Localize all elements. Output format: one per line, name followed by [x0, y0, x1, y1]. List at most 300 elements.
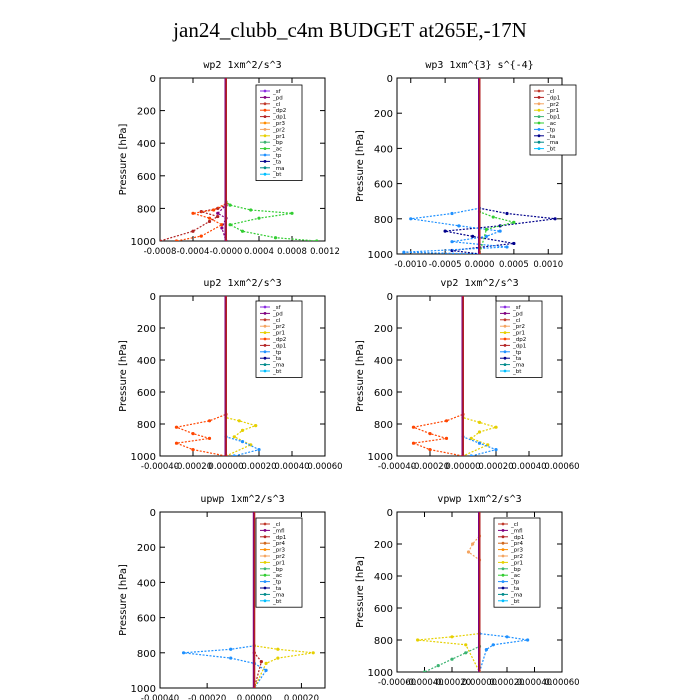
legend-label: _bp — [511, 566, 521, 573]
series-point-_ac — [492, 215, 495, 218]
series-point-_tp — [485, 648, 488, 651]
legend-marker — [502, 542, 505, 545]
legend-label: _ma — [273, 165, 285, 172]
legend-label: _pr2 — [273, 554, 286, 560]
chart-title: wp3 1xm^{3} s^{-4} — [425, 60, 534, 71]
legend-label: _sf — [273, 305, 281, 311]
series-point-_dp1 — [216, 215, 219, 218]
legend-marker — [264, 134, 267, 137]
series-point-_ac — [485, 228, 488, 231]
legend-marker — [504, 344, 507, 347]
legend-marker — [264, 363, 267, 366]
legend-label: _pr1 — [547, 108, 560, 115]
legend-marker — [504, 306, 507, 309]
legend-marker — [502, 593, 505, 596]
legend-marker — [502, 599, 505, 602]
chart-1 — [355, 60, 576, 270]
series-point-_tp — [409, 217, 412, 220]
x-tick-label: -0.0010 — [394, 260, 428, 270]
legend-label: _ma — [511, 592, 523, 599]
x-tick-label: -0.0008 — [143, 247, 177, 257]
series-point-_pr1 — [241, 429, 244, 432]
series-point-_ta — [512, 242, 515, 245]
legend-marker — [502, 587, 505, 590]
legend-label: _dp1 — [273, 114, 287, 121]
legend-label: _dp2 — [273, 337, 287, 343]
series-point-_pr2 — [471, 542, 474, 545]
legend-label: _mfl — [273, 528, 285, 535]
legend-label: _ta — [273, 586, 282, 592]
legend-label: _cl — [513, 317, 521, 324]
legend-label: _bt — [273, 369, 282, 375]
legend-marker — [264, 370, 267, 373]
x-tick-label: 0.00060 — [307, 462, 343, 472]
series-point-_pr1 — [276, 648, 279, 651]
series-point-_ta — [505, 212, 508, 215]
legend-marker — [504, 338, 507, 341]
series-line-_pr1 — [226, 296, 256, 456]
x-tick-label: -0.00020 — [188, 694, 227, 700]
legend-marker — [264, 90, 267, 93]
series-group — [412, 296, 498, 458]
series-point-_ac — [229, 223, 232, 226]
series-point-_bp — [423, 670, 426, 673]
x-tick-label: 0.0010 — [533, 260, 564, 270]
legend-marker — [264, 523, 267, 526]
series-point-_ac — [249, 208, 252, 211]
legend-marker — [264, 555, 267, 558]
x-tick-label: 0.00020 — [241, 462, 277, 472]
legend-label: _tp — [511, 579, 520, 586]
legend-marker — [504, 325, 507, 328]
series-line-_dp2 — [414, 296, 464, 456]
legend-label: _bp1 — [547, 114, 561, 121]
legend-label: _ac — [547, 121, 557, 127]
legend-label: _bt — [547, 146, 556, 153]
series-point-_tp — [457, 224, 460, 227]
legend-marker — [502, 535, 505, 538]
legend-label: _bt — [273, 598, 282, 605]
legend-marker — [264, 96, 267, 99]
series-point-_pr1 — [238, 419, 241, 422]
x-tick-label: 0.00000 — [236, 694, 272, 700]
legend-marker — [264, 542, 267, 545]
series-point-_tp — [450, 212, 453, 215]
y-tick-label: 800 — [373, 420, 393, 431]
legend-marker — [538, 109, 541, 112]
series-point-_tp — [257, 448, 260, 451]
legend-label: _cl — [273, 317, 281, 324]
legend-label: _dp1 — [547, 95, 561, 102]
legend-label: _dp1 — [513, 343, 527, 350]
x-tick-label: 0.00040 — [511, 462, 547, 472]
legend-label: _ta — [273, 356, 282, 363]
series-point-_dp2 — [175, 442, 178, 445]
legend-marker — [538, 141, 541, 144]
legend-label: _dp1 — [511, 534, 525, 541]
x-tick-label: 0.0000 — [464, 260, 495, 270]
legend-marker — [538, 96, 541, 99]
y-tick-label: 200 — [136, 324, 156, 335]
y-tick-label: 800 — [373, 636, 393, 647]
series-point-_pr1 — [254, 424, 257, 427]
legend-label: _pr3 — [273, 547, 286, 554]
series-point-_tp — [229, 648, 232, 651]
x-tick-label: -0.00020 — [173, 462, 213, 472]
legend-marker — [264, 567, 267, 570]
legend-label: _pr2 — [511, 554, 524, 560]
legend-label: _tp — [273, 579, 282, 586]
y-tick-label: 1000 — [130, 237, 156, 248]
series-point-_ta — [471, 235, 474, 238]
y-tick-label: 1000 — [130, 452, 156, 463]
legend-label: _cl — [273, 522, 281, 528]
legend-marker — [538, 115, 541, 118]
y-tick-label: 1000 — [367, 452, 393, 463]
y-tick-label: 200 — [373, 109, 393, 121]
legend-marker — [502, 580, 505, 583]
legend-label: _ma — [273, 362, 285, 369]
y-tick-label: 400 — [136, 356, 156, 367]
legend-label: _pr2 — [273, 324, 286, 331]
x-tick-label: -0.00040 — [377, 462, 417, 472]
legend-label: _ma — [547, 140, 559, 147]
y-axis-label: Pressure [hPa] — [118, 123, 129, 196]
y-tick-label: 800 — [373, 214, 393, 226]
x-tick-label: 0.00020 — [283, 694, 320, 700]
x-tick-label: -0.0005 — [428, 260, 462, 270]
legend-marker — [264, 561, 267, 564]
series-point-_dp1 — [158, 239, 161, 242]
legend-label: _pr1 — [273, 133, 286, 140]
x-tick-label: 0.00020 — [478, 462, 514, 472]
legend-label: _bt — [511, 598, 520, 605]
legend-label: _pr4 — [511, 541, 524, 548]
series-line-_bp — [425, 512, 480, 672]
y-tick-label: 1000 — [130, 684, 156, 695]
legend-label: _bt — [513, 369, 522, 375]
x-tick-label: 0.00000 — [445, 462, 481, 472]
series-line-_pr2 — [469, 512, 480, 672]
y-tick-label: 0 — [149, 74, 156, 85]
series-point-_pr1 — [233, 435, 236, 438]
x-tick-label: -0.00020 — [410, 462, 450, 472]
series-point-_tp — [182, 651, 185, 654]
series-point-_pr1 — [450, 635, 453, 638]
x-tick-label: 0.00060 — [544, 462, 580, 472]
legend-label: _sf — [513, 305, 521, 311]
chart-title: up2 1xm^2/s^3 — [203, 278, 282, 289]
x-tick-label: -0.00040 — [140, 462, 180, 472]
legend-marker — [502, 567, 505, 570]
legend-marker — [504, 312, 507, 315]
series-point-_dp1 — [191, 230, 194, 233]
x-tick-label: 0.0005 — [499, 260, 529, 270]
series-point-_dp2 — [191, 212, 194, 215]
legend-marker — [264, 115, 267, 118]
legend-marker — [264, 529, 267, 532]
legend-marker — [264, 587, 267, 590]
series-point-_dp2 — [412, 442, 415, 445]
legend-label: _pr2 — [513, 324, 526, 331]
legend-label: _sf — [273, 89, 281, 95]
main-title: jan24_clubb_c4m BUDGET at265E,-17N — [173, 18, 527, 42]
x-tick-label: -0.00040 — [140, 694, 180, 700]
legend-marker — [264, 344, 267, 347]
y-axis-label: Pressure [hPa] — [355, 556, 366, 628]
series-point-_dp2 — [428, 448, 431, 451]
x-tick-label: -0.0000 — [209, 247, 243, 257]
y-tick-label: 0 — [386, 292, 393, 303]
y-tick-label: 1000 — [367, 250, 393, 261]
x-tick-label: 0.00020 — [489, 678, 525, 688]
legend-label: _mfl — [511, 528, 523, 535]
legend-label: _pd — [273, 95, 283, 102]
legend-label: _dp1 — [273, 534, 287, 541]
series-point-_dp2 — [208, 419, 211, 422]
legend-label: _ta — [513, 356, 522, 363]
series-point-_pr1 — [312, 651, 315, 654]
legend-label: _ac — [273, 146, 283, 153]
series-point-_pr1 — [264, 662, 267, 665]
legend-label: _pr2 — [547, 101, 560, 108]
legend-label: _pr4 — [273, 541, 286, 548]
legend-label: _ta — [511, 586, 520, 592]
legend-marker — [264, 306, 267, 309]
series-point-_dp2 — [445, 437, 448, 440]
legend-marker — [264, 147, 267, 150]
series-point-_tp — [402, 251, 405, 254]
legend-marker — [502, 574, 505, 577]
legend-label: _pr1 — [513, 330, 526, 337]
legend-marker — [264, 548, 267, 551]
legend-label: _tp — [273, 153, 282, 159]
series-point-_dp2 — [208, 437, 211, 440]
chart-title: wp2 1xm^2/s^3 — [203, 60, 282, 71]
y-tick-label: 600 — [373, 179, 393, 191]
legend-label: _bt — [273, 172, 282, 179]
legend-label: _dp2 — [273, 108, 287, 115]
series-point-_dp2 — [191, 448, 194, 451]
series-point-_bp — [437, 664, 440, 667]
series-group — [175, 296, 261, 458]
legend-marker — [264, 312, 267, 315]
y-tick-label: 200 — [136, 106, 156, 118]
legend-marker — [504, 363, 507, 366]
series-point-_pr1 — [494, 426, 497, 429]
legend-label: _pr1 — [273, 330, 286, 337]
legend-marker — [264, 338, 267, 341]
y-tick-label: 600 — [373, 388, 393, 399]
x-tick-label: 0.00040 — [516, 678, 553, 688]
series-point-_pr1 — [464, 643, 467, 646]
x-tick-label: -0.00060 — [377, 678, 417, 688]
series-point-_dp2 — [212, 208, 215, 211]
legend-marker — [264, 350, 267, 353]
legend-label: _ac — [273, 573, 283, 580]
series-point-_tp — [470, 454, 473, 457]
legend-marker — [502, 523, 505, 526]
legend-label: _pd — [273, 311, 283, 318]
legend-marker — [538, 122, 541, 125]
legend-marker — [264, 128, 267, 131]
legend-label: _bp — [273, 566, 283, 573]
legend-label: _pr1 — [273, 560, 286, 567]
series-point-_ac — [229, 204, 232, 207]
legend-label: _ac — [511, 573, 521, 580]
legend-marker — [264, 318, 267, 321]
x-tick-label: -0.0004 — [176, 247, 210, 257]
series-point-_pr1 — [276, 656, 279, 659]
y-tick-label: 600 — [136, 613, 156, 625]
y-tick-label: 200 — [373, 324, 393, 335]
legend-marker — [504, 331, 507, 334]
legend-label: _ta — [273, 159, 282, 166]
x-tick-label: 0.00060 — [544, 678, 580, 688]
series-line-_dp1 — [160, 78, 226, 241]
legend-label: _ta — [547, 133, 556, 140]
y-tick-label: 200 — [373, 540, 393, 551]
y-tick-label: 800 — [136, 420, 156, 431]
y-tick-label: 0 — [386, 508, 393, 519]
x-tick-label: 0.0012 — [310, 247, 340, 257]
x-tick-label: 0.00000 — [461, 678, 498, 688]
y-axis-label: Pressure [hPa] — [355, 340, 366, 412]
series-point-_ac — [274, 236, 277, 239]
series-point-_dp2 — [445, 419, 448, 422]
legend-marker — [264, 599, 267, 602]
y-tick-label: 400 — [373, 144, 393, 156]
chart-0 — [118, 60, 340, 257]
series-point-_dp2 — [208, 217, 211, 220]
chart-2 — [118, 278, 343, 472]
legend-marker — [264, 535, 267, 538]
y-tick-label: 800 — [136, 648, 156, 660]
legend-marker — [264, 173, 267, 176]
series-point-_tp — [499, 230, 502, 233]
y-tick-label: 400 — [136, 578, 156, 590]
legend-marker — [538, 147, 541, 150]
chart-title: upwp 1xm^2/s^3 — [200, 494, 285, 505]
legend-marker — [264, 593, 267, 596]
legend-marker — [538, 102, 541, 105]
legend-marker — [264, 141, 267, 144]
legend-marker — [502, 561, 505, 564]
legend-label: _pr2 — [273, 127, 286, 134]
series-point-_tp — [478, 442, 481, 445]
legend-label: _tp — [513, 349, 522, 356]
series-line-_pr1 — [418, 512, 480, 672]
series-point-_pr1 — [478, 430, 481, 433]
y-axis-label: Pressure [hPa] — [355, 130, 366, 202]
series-point-_pr1 — [478, 421, 481, 424]
series-point-_dp2 — [412, 426, 415, 429]
series-point-_ac — [315, 239, 318, 242]
legend-marker — [264, 122, 267, 125]
series-point-_tp — [505, 635, 508, 638]
x-tick-label: -0.00020 — [432, 678, 472, 688]
legend-label: _tp — [547, 127, 556, 134]
y-tick-label: 0 — [386, 74, 393, 85]
legend-marker — [504, 370, 507, 373]
legend-marker — [502, 529, 505, 532]
x-tick-label: 0.0004 — [244, 247, 274, 257]
chart-4 — [118, 494, 325, 700]
series-point-_dp2 — [200, 235, 203, 238]
legend-marker — [538, 128, 541, 131]
y-tick-label: 600 — [136, 171, 156, 183]
y-tick-label: 400 — [136, 139, 156, 151]
chart-title: vp2 1xm^2/s^3 — [440, 278, 519, 289]
series-point-_dp1 — [260, 660, 263, 663]
legend-label: _ma — [513, 362, 525, 369]
chart-5 — [355, 494, 580, 688]
series-point-_ac — [512, 221, 515, 224]
legend-label: _bp — [273, 140, 283, 147]
y-tick-label: 600 — [136, 388, 156, 399]
series-point-_pr1 — [416, 638, 419, 641]
x-tick-label: 0.0008 — [277, 247, 307, 257]
legend-marker — [264, 166, 267, 169]
y-axis-label: Pressure [hPa] — [118, 340, 129, 412]
series-point-_dp2 — [191, 432, 194, 435]
chart-title: vpwp 1xm^2/s^3 — [437, 494, 522, 505]
series-point-_bp — [464, 651, 467, 654]
series-point-_pr2 — [467, 550, 470, 553]
series-point-_tp — [264, 669, 267, 672]
x-tick-label: -0.00040 — [405, 678, 444, 688]
legend-label: _cl — [547, 89, 555, 95]
series-point-_bp — [450, 658, 453, 661]
legend-marker — [264, 160, 267, 163]
series-point-_ta — [444, 230, 447, 233]
legend-marker — [504, 357, 507, 360]
series-point-_ac — [290, 212, 293, 215]
legend-label: _pd — [513, 311, 523, 318]
y-tick-label: 400 — [373, 356, 393, 367]
series-line-_dp2 — [177, 296, 227, 456]
y-tick-label: 200 — [136, 543, 156, 555]
legend-label: _tp — [273, 349, 282, 356]
y-tick-label: 400 — [373, 572, 393, 583]
series-point-_ac — [241, 230, 244, 233]
series-point-_dp2 — [175, 239, 178, 242]
series-point-_dp2 — [428, 432, 431, 435]
legend-label: _cl — [273, 101, 281, 108]
legend-label: _ma — [273, 592, 285, 599]
legend-marker — [538, 90, 541, 93]
x-tick-label: 0.00040 — [274, 462, 310, 472]
chart-3 — [355, 278, 580, 472]
x-tick-label: 0.00000 — [208, 462, 244, 472]
legend-label: _dp2 — [513, 337, 527, 343]
legend-marker — [264, 325, 267, 328]
legend-marker — [504, 318, 507, 321]
series-point-_pd — [216, 212, 219, 215]
series-point-_ta — [554, 217, 557, 220]
legend-marker — [264, 109, 267, 112]
y-tick-label: 0 — [149, 508, 156, 519]
series-point-_dp2 — [175, 426, 178, 429]
legend-label: _pr3 — [511, 547, 524, 554]
legend-marker — [502, 555, 505, 558]
legend-marker — [264, 331, 267, 334]
y-tick-label: 600 — [373, 604, 393, 615]
series-point-_tp — [526, 638, 529, 641]
series-line-_tp — [226, 296, 259, 456]
legend-marker — [264, 154, 267, 157]
series-point-_tp — [241, 440, 244, 443]
